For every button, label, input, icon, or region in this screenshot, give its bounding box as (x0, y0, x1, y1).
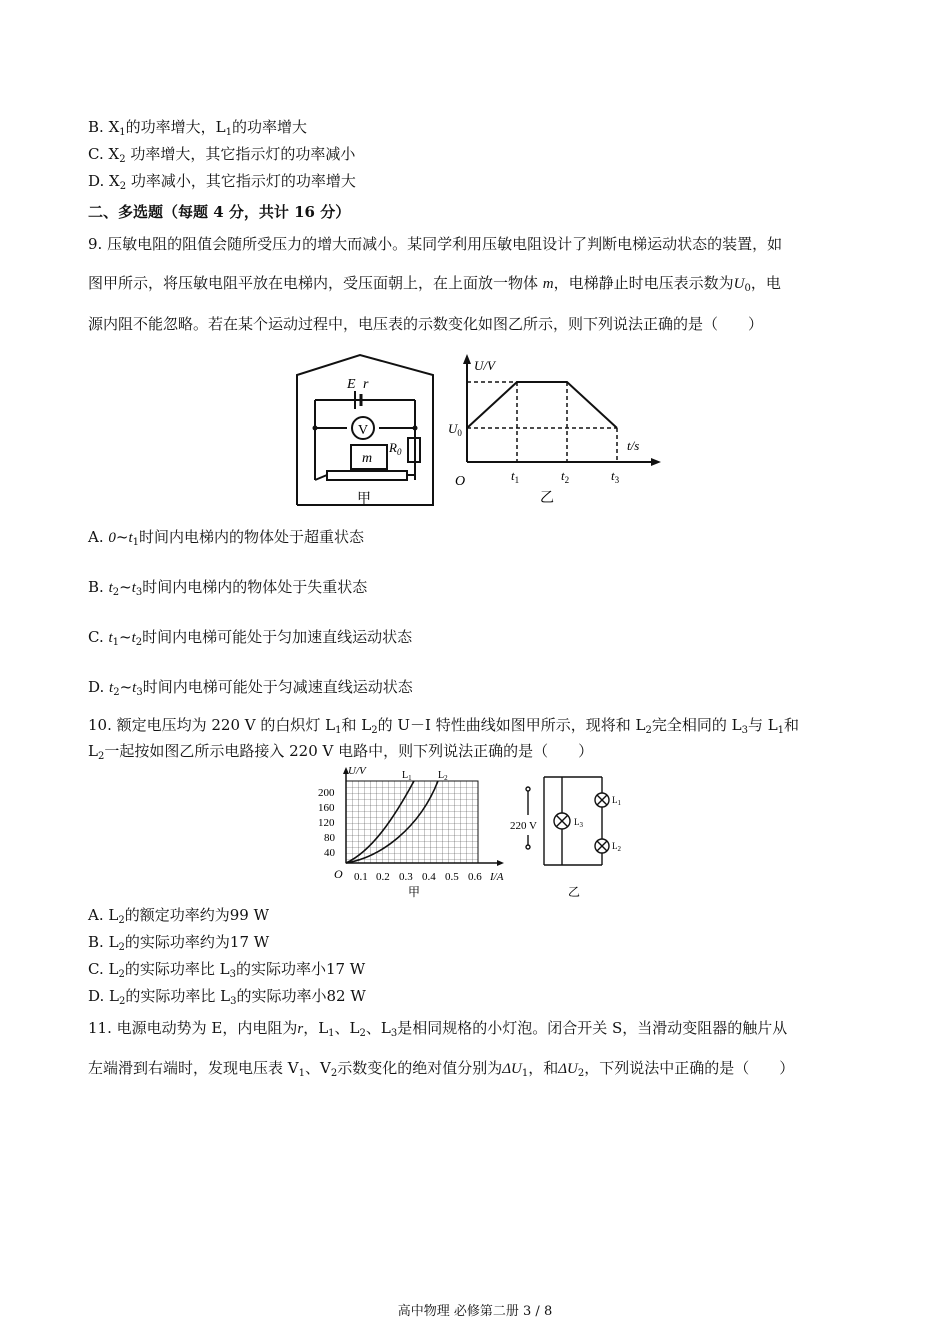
x-tick: 0.1 (354, 871, 368, 883)
q9-option-c: C. $t_1\sim t_2$时间内电梯可能处于匀加速直线运动状态 (88, 628, 413, 648)
mass-label: m (362, 451, 373, 466)
u0-label: $U_0$ (448, 421, 462, 438)
y-tick: 80 (324, 832, 335, 844)
q10-option-a: A. $L_2$的额定功率约为99 W (88, 906, 270, 926)
y-axis-label: U/V (348, 765, 366, 777)
q10-stem-line1: 10. 额定电压均为 220 V 的白炽灯 $L_1$和 $L_2$的 U－I 特性曲线如图甲所示，现将和 $L_2$完全相同的 $L_3$与 $L_1$和 (88, 716, 800, 736)
resistor-label: $R_0$ (389, 440, 402, 457)
x-tick: 0.5 (445, 871, 459, 883)
q10-option-c: C. $L_2$的实际功率比 $L_3$的实际功率小17 W (88, 960, 366, 980)
t2-label: $t_2$ (561, 468, 570, 485)
curve-l1-label: $L_1$ (402, 770, 412, 782)
q8-option-d: D. $X_2$ 功率减小，其它指示灯的功率增大 (88, 172, 356, 192)
origin-label: O (334, 867, 343, 881)
q11-stem-line2: 左端滑到右端时，发现电压表 $V_1$、$V_2$示数变化的绝对值分别为$\Delta U_1$，和$\Delta U_2$，下列说法中正确的是（ ） (88, 1059, 795, 1079)
q10-option-b: B. $L_2$的实际功率约为17 W (88, 933, 270, 953)
section-heading: 二、多选题（每题 4 分，共计 16 分） (88, 203, 351, 221)
q9-figure (285, 350, 665, 510)
q10-figure (310, 763, 650, 903)
page-footer: 高中物理 必修第二册 3 / 8 (397, 1304, 553, 1319)
voltmeter-label: V (358, 423, 369, 438)
x-tick: 0.4 (422, 871, 436, 883)
q8-option-c: C. $X_2$ 功率增大，其它指示灯的功率减小 (88, 145, 356, 165)
y-tick: 160 (318, 802, 335, 814)
curve-l2-label: $L_2$ (438, 770, 448, 782)
y-tick: 40 (324, 847, 335, 859)
lamp-circuit-diagram (526, 777, 609, 865)
t-axis-label: t/s (627, 438, 640, 453)
source-voltage-label: 220 V (510, 820, 537, 832)
q8-option-b: B. $X_1$的功率增大，$L_1$的功率增大 (88, 118, 308, 138)
q9-stem-line1: 9. 压敏电阻的阻值会随所受压力的增大而减小。某同学利用压敏电阻设计了判断电梯运动状态的装置，如 (88, 235, 783, 253)
q10-stem-line2: $L_2$一起按如图乙所示电路接入 220 V 电路中，则下列说法正确的是（ ） (88, 742, 594, 762)
figure-caption-yi: 乙 (568, 885, 581, 899)
x-axis-label: I/A (490, 871, 504, 883)
y-tick: 200 (318, 787, 335, 799)
q9-option-a: A. $0\sim t_1$时间内电梯内的物体处于超重状态 (88, 528, 365, 548)
q9-stem-line2: 图甲所示，将压敏电阻平放在电梯内，受压面朝上，在上面放一物体 m，电梯静止时电压表示数为$U_0$，电 (88, 274, 781, 294)
t3-label: $t_3$ (611, 468, 620, 485)
q9-option-b: B. $t_2\sim t_3$时间内电梯内的物体处于失重状态 (88, 578, 368, 598)
origin-label: O (455, 474, 466, 489)
t1-label: $t_1$ (511, 468, 520, 485)
lamp-l3-label: $L_3$ (574, 817, 583, 829)
x-tick: 0.2 (376, 871, 390, 883)
internal-resistance-label: r (363, 377, 369, 392)
u-axis-label: U/V (474, 358, 495, 373)
x-tick: 0.6 (468, 871, 482, 883)
y-tick: 120 (318, 817, 335, 829)
x-tick: 0.3 (399, 871, 413, 883)
figure-caption-jia: 甲 (408, 885, 421, 899)
figure-caption-yi: 乙 (540, 491, 554, 506)
q11-stem-line1: 11. 电源电动势为 E，内电阻为r，$L_1$、$L_2$、$L_3$是相同规格的小灯泡。闭合开关 S，当滑动变阻器的触片从 (88, 1019, 788, 1039)
q10-option-d: D. $L_2$的实际功率比 $L_3$的实际功率小82 W (88, 987, 366, 1007)
lamp-l2-label: $L_2$ (612, 841, 621, 853)
q9-stem-line3: 源内阻不能忽略。若在某个运动过程中，电压表的示数变化如图乙所示，则下列说法正确的是（ ） (88, 315, 764, 333)
ui-characteristic-graph (343, 767, 504, 866)
lamp-l1-label: $L_1$ (612, 795, 621, 807)
emf-label: E (347, 377, 356, 392)
figure-caption-jia: 甲 (357, 492, 371, 507)
q9-option-d: D. $t_2\sim t_3$时间内电梯可能处于匀减速直线运动状态 (88, 678, 413, 698)
